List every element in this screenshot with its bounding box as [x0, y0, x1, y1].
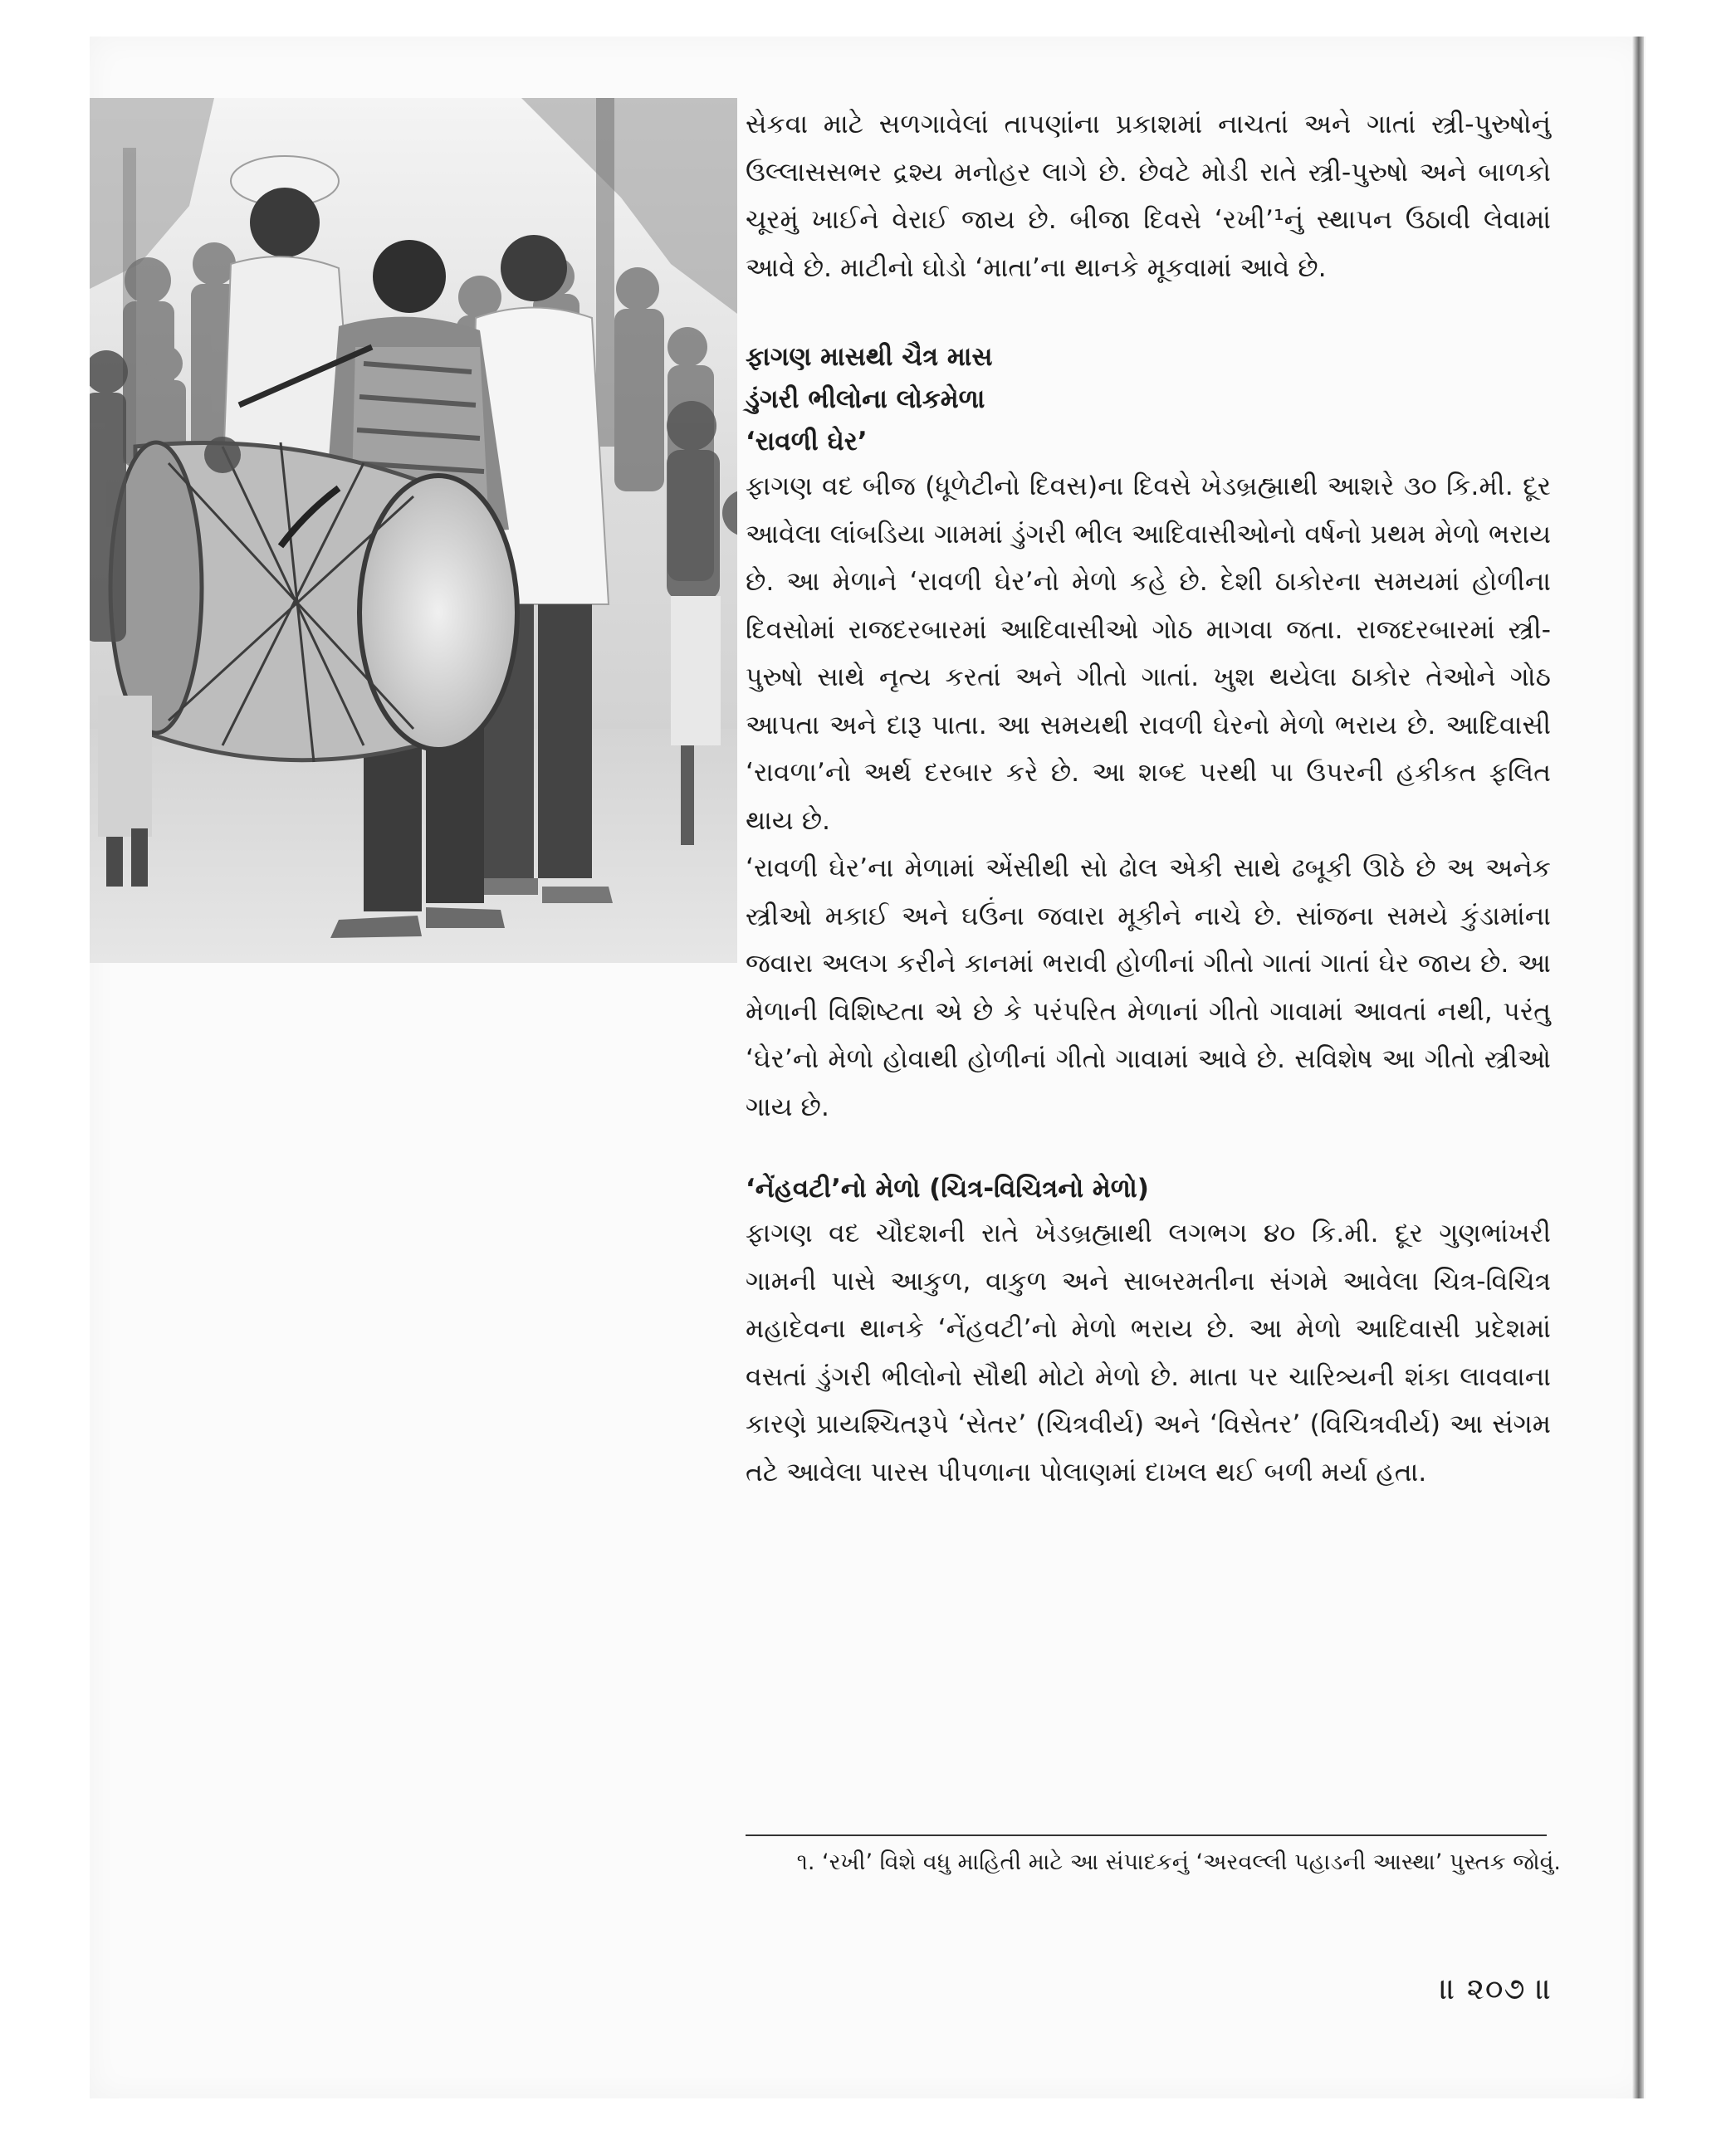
spacer	[746, 1131, 1551, 1168]
intro-paragraph: સેકવા માટે સળગાવેલાં તાપણાંના પ્રકાશમાં નાચતાં અને ગાતાં સ્ત્રી-પુરુષોનું ઉલ્લાસસભર દ્રશ્ય મનોહર લાગે છે. છેવટે મોડી રાતે સ્ત્રી-પુરુષો અને બાળકો ચૂરમું ખાઈને વેરાઈ જાય છે. બીજા દિવસે ‘રખી’¹નું સ્થાપન ઉઠાવી લેવામાં આવે છે. માટીનો ઘોડો ‘માતા’ના થાનકે મૂકવામાં આવે છે.	[746, 110, 1551, 283]
nehvati-paragraph: ફાગણ વદ ચૌદશની રાતે ખેડબ્રહ્માથી લગભગ ૪૦ કિ.મી. દૂર ગુણભાંખરી ગામની પાસે આકુળ, વાકુળ અને સાબરમતીના સંગમે આવેલા ચિત્ર-વિચિત્ર મહાદેવના થાનકે ‘નેંહવટી’નો મેળો ભરાય છે. આ મેળો આદિવાસી પ્રદેશમાં વસતાં ડુંગરી ભીલોનો સૌથી મોટો મેળો છે. માતા પર ચારિત્ર્યની શંકા લાવવાના કારણે પ્રાયશ્ચિતરૂપે ‘સેતર’ (ચિત્રવીર્ય) અને ‘વિસેતર’ (વિચિત્રવીર્ય) આ સંગમ તટે આવેલા પારસ પીપળાના પોલાણમાં દાખલ થઈ બળી મર્યા હતા.	[746, 1219, 1551, 1488]
festival-drummer-photo	[90, 98, 737, 963]
section-heading-line-2: ડુંગરી ભીલોના લોકમેળા	[746, 384, 985, 414]
footnote: ૧. ‘રખી’ વિશે વધુ માહિતી માટે આ સંપાદકનું ‘અરવલ્લી પહાડની આસ્થા’ પુસ્તક જોવું.	[796, 1849, 1561, 1875]
ravali-gher-paragraph-1: ફાગણ વદ બીજ (ધૂળેટીનો દિવસ)ના દિવસે ખેડબ્રહ્માથી આશરે ૩૦ કિ.મી. દૂર આવેલા લાંબડિયા ગામમાં ડુંગરી ભીલ આદિવાસીઓનો વર્ષનો પ્રથમ મેળો ભરાય છે. આ મેળાને ‘રાવળી ઘેર’નો મેળો કહે છે. દેશી ઠાકોરના સમયમાં હોળીના દિવસોમાં રાજદરબારમાં આદિવાસીઓ ગોઠ માગવા જતા. રાજદરબારમાં સ્ત્રી-પુરુષો સાથે નૃત્ય કરતાં અને ગીતો ગાતાં. ખુશ થયેલા ઠાકોર તેઓને ગોઠ આપતા અને દારૂ પાતા. આ સમયથી રાવળી ઘેરનો મેળો ભરાય છે. આદિવાસી ‘રાવળા’નો અર્થ દરબાર કરે છે. આ શબ્દ પરથી પા ઉપરની હકીકત ફલિત થાય છે.	[746, 471, 1551, 836]
spacer	[746, 292, 1551, 336]
section-heading-line-3: ‘રાવળી ઘેર’	[746, 427, 868, 457]
main-text-column	[746, 101, 1551, 1497]
footnote-divider	[746, 1834, 1547, 1836]
section-heading-line-1: ફાગણ માસથી ચૈત્ર માસ	[746, 342, 993, 372]
page-edge-shadow	[1632, 37, 1644, 2098]
ravali-gher-paragraph-2: ‘રાવળી ઘેર’ના મેળામાં એંસીથી સો ઢોલ એકી સાથે ઢબૂકી ઊઠે છે અ અનેક સ્ત્રીઓ મકાઈ અને ઘઉંના જવારા મૂકીને નાચે છે. સાંજના સમયે કુંડામાંના જવારા અલગ કરીને કાનમાં ભરાવી હોળીનાં ગીતો ગાતાં ગાતાં ઘેર જાય છે. આ મેળાની વિશિષ્ટતા એ છે કે પરંપરિત મેળાનાં ગીતો ગાવામાં આવતાં નથી, પરંતુ ‘ઘેર’નો મેળો હોવાથી હોળીનાં ગીતો ગાવામાં આવે છે. સવિશેષ આ ગીતો સ્ત્રીઓ ગાય છે.	[746, 853, 1551, 1122]
nehvati-heading: ‘નેંહવટી’નો મેળો (ચિત્ર-વિચિત્રનો મેળો)	[746, 1174, 1149, 1204]
page-number: ॥ ૨૦૭ ॥	[1440, 1972, 1553, 2006]
